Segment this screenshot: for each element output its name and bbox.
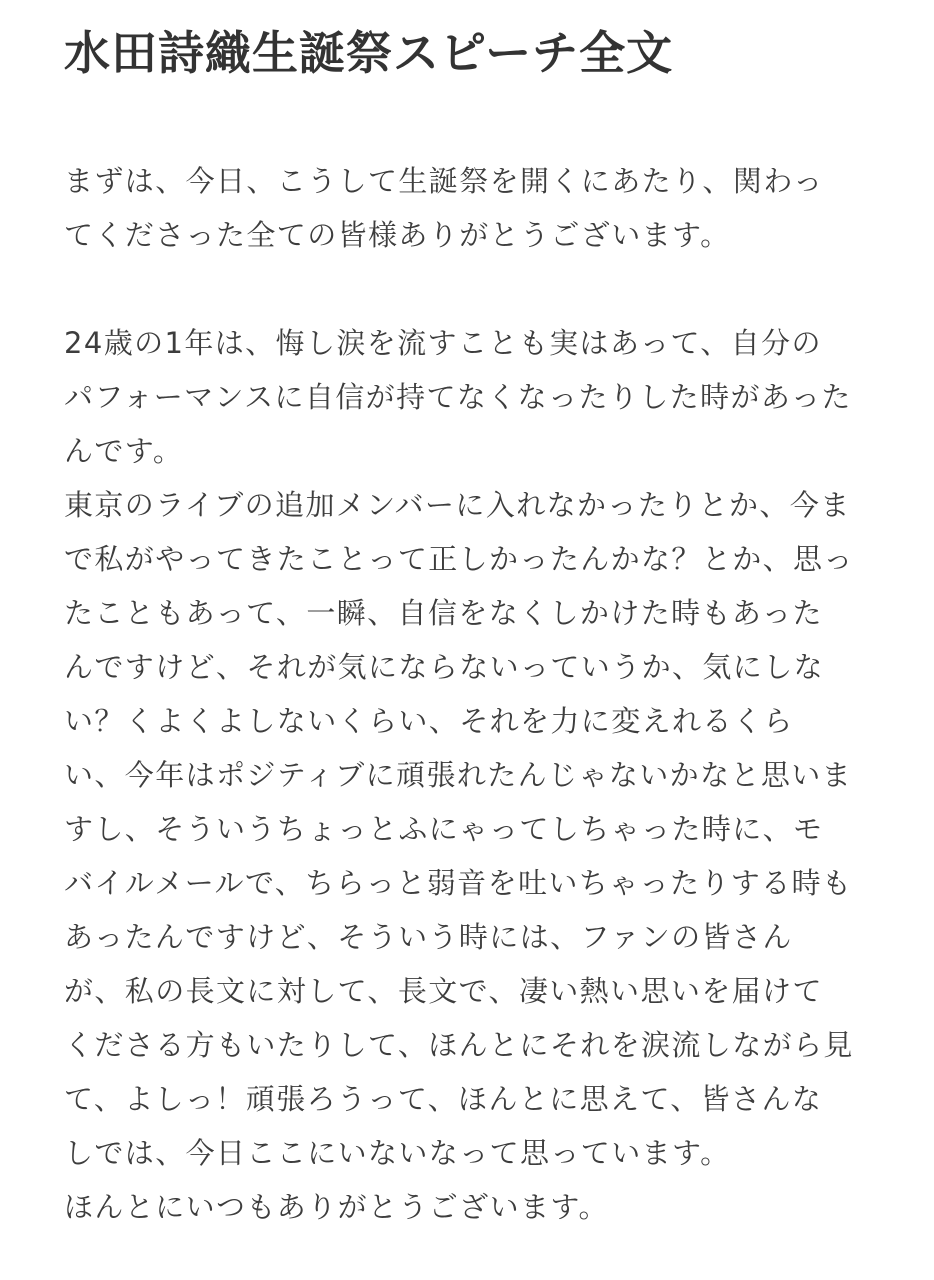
text-line: くださる方もいたりして、ほんとにそれを涙流しながら見	[64, 1028, 854, 1062]
text-line: で私がやってきたことって正しかったんかな？とか、思っ	[64, 542, 854, 576]
text-line: てくださった全ての皆様ありがとうございます。	[64, 218, 731, 252]
paragraph-speech-body	[64, 316, 884, 1234]
text-line: て、よしっ！頑張ろうって、ほんとに思えて、皆さんな	[64, 1082, 823, 1116]
article	[64, 22, 884, 1234]
text-line: い、今年はポジティブに頑張れたんじゃないかなと思いま	[64, 758, 853, 792]
text-line: あったんですけど、そういう時には、ファンの皆さん	[64, 920, 793, 954]
text-line: 24歳の1年は、悔し涙を流すことも実はあって、自分の	[64, 326, 822, 360]
text-line: たこともあって、一瞬、自信をなくしかけた時もあった	[64, 596, 823, 630]
text-line: ほんとにいつもありがとうございます。	[64, 1190, 609, 1224]
text-line: すし、そういうちょっとふにゃってしちゃった時に、モ	[64, 812, 824, 846]
text-line: バイルメールで、ちらっと弱音を吐いちゃったりする時も	[64, 866, 853, 900]
text-line: が、私の長文に対して、長文で、凄い熱い思いを届けて	[64, 974, 823, 1008]
text-line: んですけど、それが気にならないっていうか、気にしな	[64, 650, 825, 684]
text-line: んです。	[64, 434, 184, 468]
text-line: 東京のライブの追加メンバーに入れなかったりとか、今ま	[64, 488, 851, 522]
paragraph-thanks	[64, 154, 884, 262]
text-line: い？くよくよしないくらい、それを力に変えれるくら	[64, 704, 794, 738]
text-line: まずは、今日、こうして生誕祭を開くにあたり、関わっ	[64, 164, 824, 198]
article-title: 水田詩織生誕祭スピーチ全文	[64, 26, 674, 80]
text-line: パフォーマンスに自信が持てなくなったりした時があった	[64, 380, 852, 414]
text-line: しでは、今日ここにいないなって思っています。	[64, 1136, 731, 1170]
